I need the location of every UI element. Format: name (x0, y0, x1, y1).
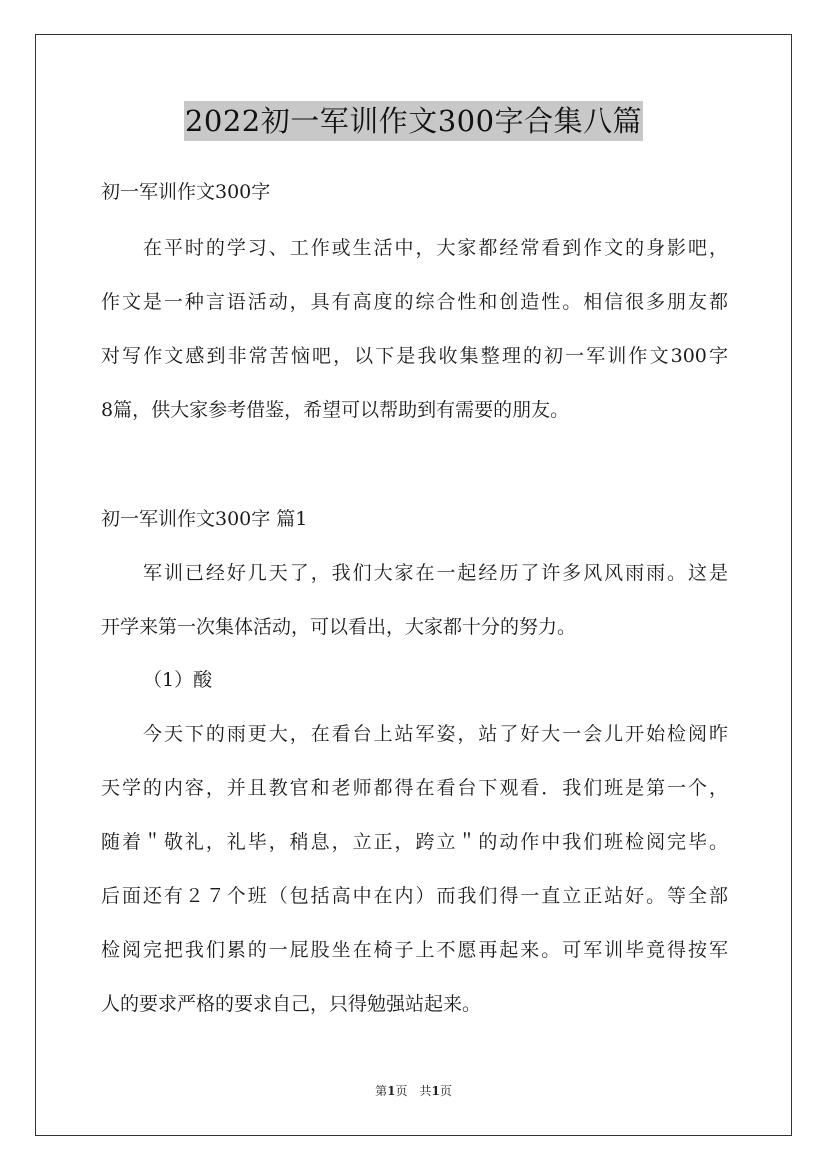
article-heading: 初一军训作文300字 篇1 (101, 508, 308, 530)
para2-line-5: 检阅完把我们累的一屁股坐在椅子上不愿再起来。可军训毕竟得按军 (101, 939, 728, 961)
para2-line-3: 随着＂敬礼，礼毕，稍息，立正，跨立＂的动作中我们班检阅完毕。 (101, 831, 728, 853)
footer-page-mid: 页 共 (395, 1084, 432, 1098)
intro-line-3: 对写作文感到非常苦恼吧，以下是我收集整理的初一军训作文300字 (101, 345, 728, 367)
para2-line-6: 人的要求严格的要求自己，只得勉强站起来。 (101, 993, 482, 1015)
footer-page-current: 1 (387, 1084, 396, 1098)
para1-line-1: 军训已经好几天了，我们大家在一起经历了许多风风雨雨。这是 (143, 562, 728, 584)
title-container (0, 101, 827, 141)
document-title: 2022初一军训作文300字合集八篇 (184, 101, 643, 141)
footer-page-prefix: 第 (375, 1084, 388, 1098)
intro-line-2: 作文是一种言语活动，具有高度的综合性和创造性。相信很多朋友都 (101, 291, 728, 313)
para1-line-2: 开学来第一次集体活动，可以看出，大家都十分的努力。 (101, 616, 577, 638)
para2-line-1: 今天下的雨更大，在看台上站军姿，站了好大一会儿开始检阅昨 (143, 723, 728, 745)
footer-page-total: 1 (431, 1084, 440, 1098)
section-label: （1）酸 (143, 669, 213, 691)
intro-heading: 初一军训作文300字 (101, 181, 271, 203)
para2-line-2: 天学的内容，并且教官和老师都得在看台下观看．我们班是第一个， (101, 777, 728, 799)
footer-page-suffix: 页 (439, 1084, 452, 1098)
page-footer (0, 1083, 827, 1099)
para2-line-4: 后面还有２７个班（包括高中在内）而我们得一直立正站好。等全部 (101, 885, 728, 907)
intro-line-4: 8篇，供大家参考借鉴，希望可以帮助到有需要的朋友。 (101, 399, 570, 421)
intro-line-1: 在平时的学习、工作或生活中，大家都经常看到作文的身影吧， (143, 237, 728, 259)
